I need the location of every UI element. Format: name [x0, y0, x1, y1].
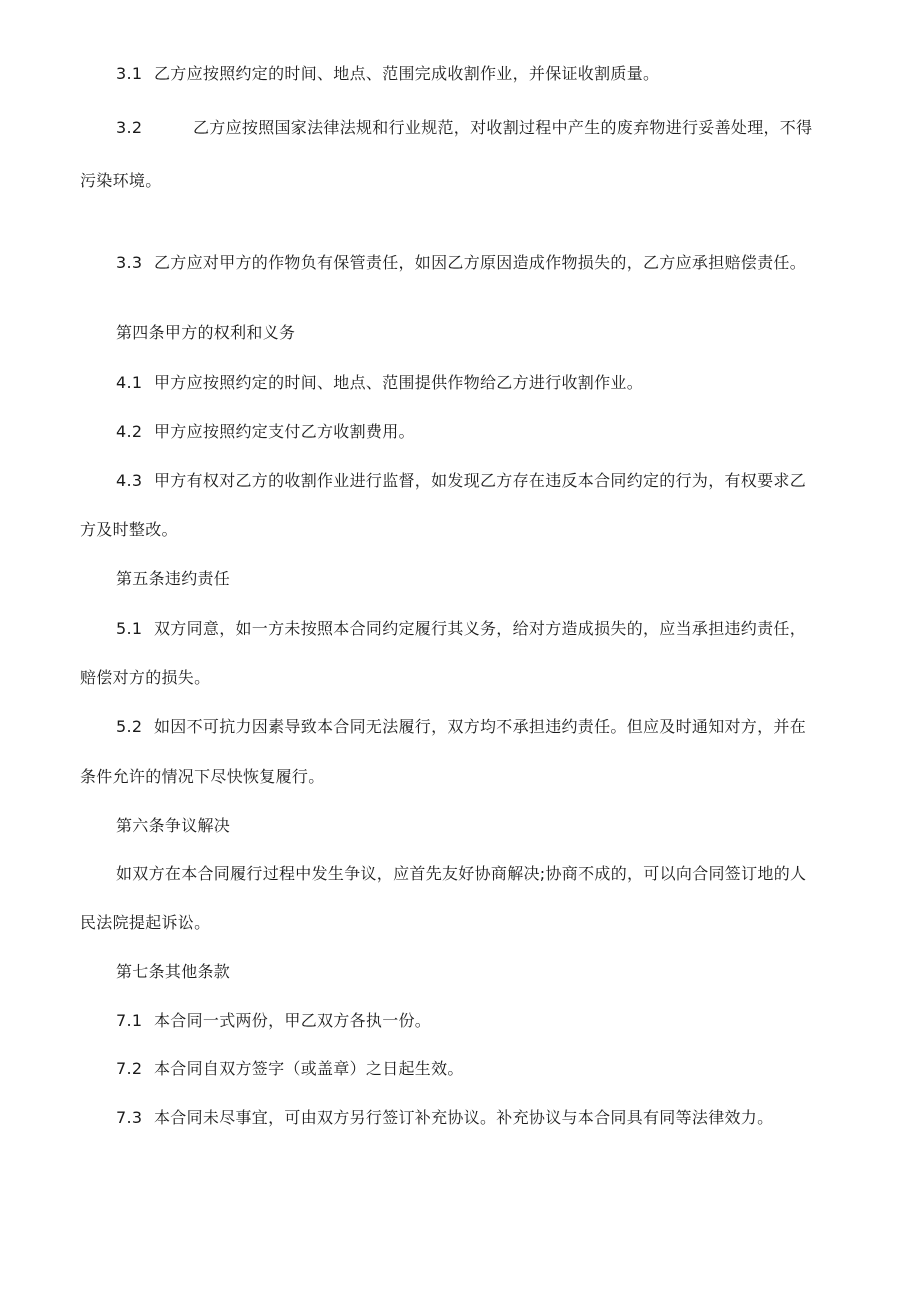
clause-text-line2: 赔偿对方的损失。 — [80, 668, 211, 687]
clause-7-2 — [116, 1058, 464, 1080]
clause-number: 5.1 — [116, 619, 143, 638]
clause-number: 7.2 — [116, 1059, 143, 1078]
clause-number: 4.3 — [116, 471, 143, 490]
clause-text-line1: 乙方应按照国家法律法规和行业规范，对收割过程中产生的废弃物进行妥善处理，不得 — [193, 118, 813, 137]
clause-text-line1: 甲方有权对乙方的收割作业进行监督，如发现乙方存在违反本合同约定的行为，有权要求乙 — [154, 471, 807, 490]
clause-text-line1: 如因不可抗力因素导致本合同无法履行，双方均不承担违约责任。但应及时通知对方，并在 — [154, 717, 807, 736]
article-7-heading: 第七条其他条款 — [116, 962, 231, 981]
clause-5-2 — [116, 716, 838, 738]
clause-text-line1: 双方同意，如一方未按照本合同约定履行其义务，给对方造成损失的，应当承担违约责任， — [154, 619, 807, 638]
clause-4-1 — [116, 372, 643, 394]
clause-text: 本合同未尽事宜，可由双方另行签订补充协议。补充协议与本合同具有同等法律效力。 — [154, 1108, 774, 1127]
clause-number: 3.2 — [116, 118, 143, 137]
clause-text: 甲方应按照约定的时间、地点、范围提供作物给乙方进行收割作业。 — [154, 373, 644, 392]
clause-number: 5.2 — [116, 717, 143, 736]
clause-4-3-continuation — [80, 519, 178, 541]
clause-number: 3.1 — [116, 64, 143, 83]
clause-text: 乙方应对甲方的作物负有保管责任，如因乙方原因造成作物损失的，乙方应承担赔偿责任。 — [154, 253, 807, 272]
clause-number: 4.2 — [116, 422, 143, 441]
clause-text-line2: 方及时整改。 — [80, 520, 178, 539]
clause-4-3 — [116, 470, 838, 492]
clause-3-2-continuation — [80, 170, 162, 192]
clause-5-1 — [116, 618, 838, 640]
clause-number: 4.1 — [116, 373, 143, 392]
clause-text: 本合同一式两份，甲乙双方各执一份。 — [154, 1011, 432, 1030]
clause-5-2-continuation — [80, 766, 325, 788]
clause-text: 甲方应按照约定支付乙方收割费用。 — [154, 422, 415, 441]
clause-text-line2: 条件允许的情况下尽快恢复履行。 — [80, 767, 325, 786]
clause-number: 7.3 — [116, 1108, 143, 1127]
clause-3-2 — [116, 117, 838, 139]
article-6-text — [116, 863, 838, 885]
clause-5-1-continuation — [80, 667, 210, 689]
clause-number: 7.1 — [116, 1011, 143, 1030]
article-6-heading: 第六条争议解决 — [116, 816, 231, 835]
article-5-heading: 第五条违约责任 — [116, 569, 231, 588]
article-6-text-line1: 如双方在本合同履行过程中发生争议，应首先友好协商解决;协商不成的，可以向合同签订地的人 — [116, 864, 807, 883]
clause-text: 乙方应按照约定的时间、地点、范围完成收割作业，并保证收割质量。 — [154, 64, 660, 83]
article-4-heading: 第四条甲方的权利和义务 — [116, 323, 296, 342]
clause-text: 本合同自双方签字（或盖章）之日起生效。 — [154, 1059, 464, 1078]
clause-4-2 — [116, 421, 415, 443]
clause-3-1 — [116, 63, 659, 85]
clause-7-3 — [116, 1107, 773, 1129]
article-6-text-line2: 民法院提起诉讼。 — [80, 913, 211, 932]
clause-number: 3.3 — [116, 253, 143, 272]
clause-7-1 — [116, 1010, 431, 1032]
article-6-continuation — [80, 912, 210, 934]
clause-3-3 — [116, 252, 806, 274]
clause-text-line2: 污染环境。 — [80, 171, 162, 190]
